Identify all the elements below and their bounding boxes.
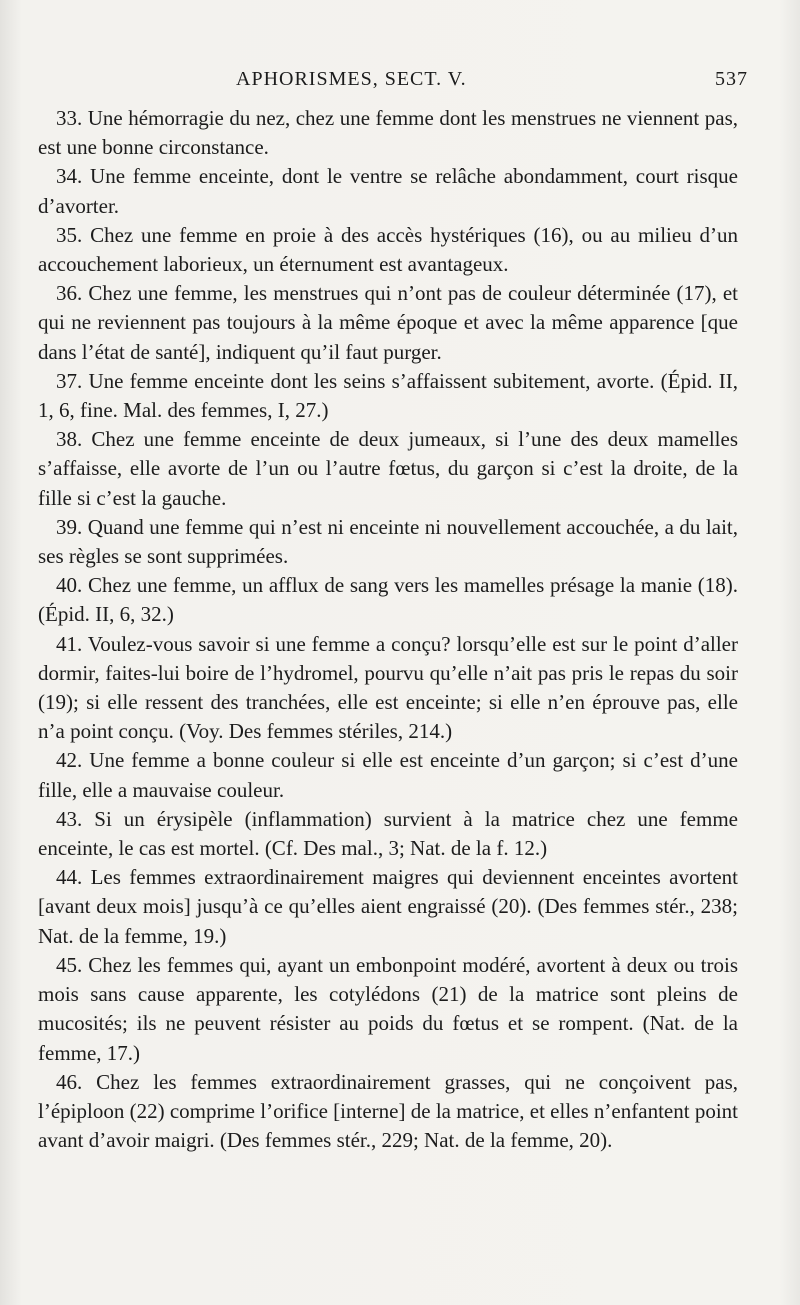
aphorism-45: 45. Chez les femmes qui, ayant un embonpoint modéré, avortent à deux ou trois mois sans cause apparente, les cotylédons (21) de la matrice sont pleins de mucosités; ils ne peuvent résister au poids du fœtus et se rompent. (Nat. de la femme, 17.) [38, 952, 738, 1065]
aphorism-36: 36. Chez une femme, les menstrues qui n’ont pas de couleur déterminée (17), et qui ne reviennent pas toujours à la même époque et avec la même apparence [que dans l’état de santé], indiquent qu’il faut purger. [38, 281, 738, 364]
aphorism-40: 40. Chez une femme, un afflux de sang vers les mamelles présage la manie (18). (Épid. II, 6, 32.) [38, 573, 738, 627]
page-header [50, 68, 760, 98]
aphorism-42: 42. Une femme a bonne couleur si elle est enceinte d’un garçon; si c’est d’une fille, elle a mauvaise couleur. [38, 748, 738, 802]
aphorism-34: 34. Une femme enceinte, dont le ventre se relâche abondamment, court risque d’avorter. [38, 164, 738, 218]
aphorism-33: 33. Une hémorragie du nez, chez une femme dont les menstrues ne viennent pas, est une bonne circonstance. [38, 106, 738, 160]
aphorism-44: 44. Les femmes extraordinairement maigres qui deviennent enceintes avortent [avant deux mois] jusqu’à ce qu’elles aient engraissé (20). (Des femmes stér., 238; Nat. de la femme, 19.) [38, 865, 738, 948]
aphorism-37: 37. Une femme enceinte dont les seins s’affaissent subitement, avorte. (Épid. II, 1, 6, fine. Mal. des femmes, I, 27.) [38, 368, 738, 423]
aphorism-41: 41. Voulez-vous savoir si une femme a conçu? lorsqu’elle est sur le point d’aller dormir, faites-lui boire de l’hydromel, pourvu qu’elle n’ait pas pris le repas du soir (19); si elle ressent des tranchées, elle est enceinte; si elle n’en éprouve pas, elle n’a point conçu. (Voy. Des femmes stériles, 214.) [38, 631, 738, 744]
aphorism-38: 38. Chez une femme enceinte de deux jumeaux, si l’une des deux mamelles s’affaisse, elle avorte de l’un ou l’autre fœtus, du garçon si c’est la droite, de la fille si c’est la gauche. [38, 427, 738, 510]
page-number: 537 [715, 68, 748, 90]
aphorism-35: 35. Chez une femme en proie à des accès hystériques (16), ou au milieu d’un accouchement laborieux, un éternument est avantageux. [38, 222, 738, 277]
running-head: APHORISMES, SECT. V. [236, 68, 467, 90]
aphorism-list [38, 104, 738, 1155]
aphorism-46: 46. Chez les femmes extraordinairement grasses, qui ne conçoivent pas, l’épiploon (22) comprime l’orifice [interne] de la matrice, et elles n’enfantent point avant d’avoir maigri. (Des femmes stér., 229; Nat. de la femme, 20). [38, 1069, 738, 1153]
aphorism-39: 39. Quand une femme qui n’est ni enceinte ni nouvellement accouchée, a du lait, ses règles se sont supprimées. [38, 514, 738, 569]
aphorism-43: 43. Si un érysipèle (inflammation) survient à la matrice chez une femme enceinte, le cas est mortel. (Cf. Des mal., 3; Nat. de la f. 12.) [38, 806, 738, 861]
